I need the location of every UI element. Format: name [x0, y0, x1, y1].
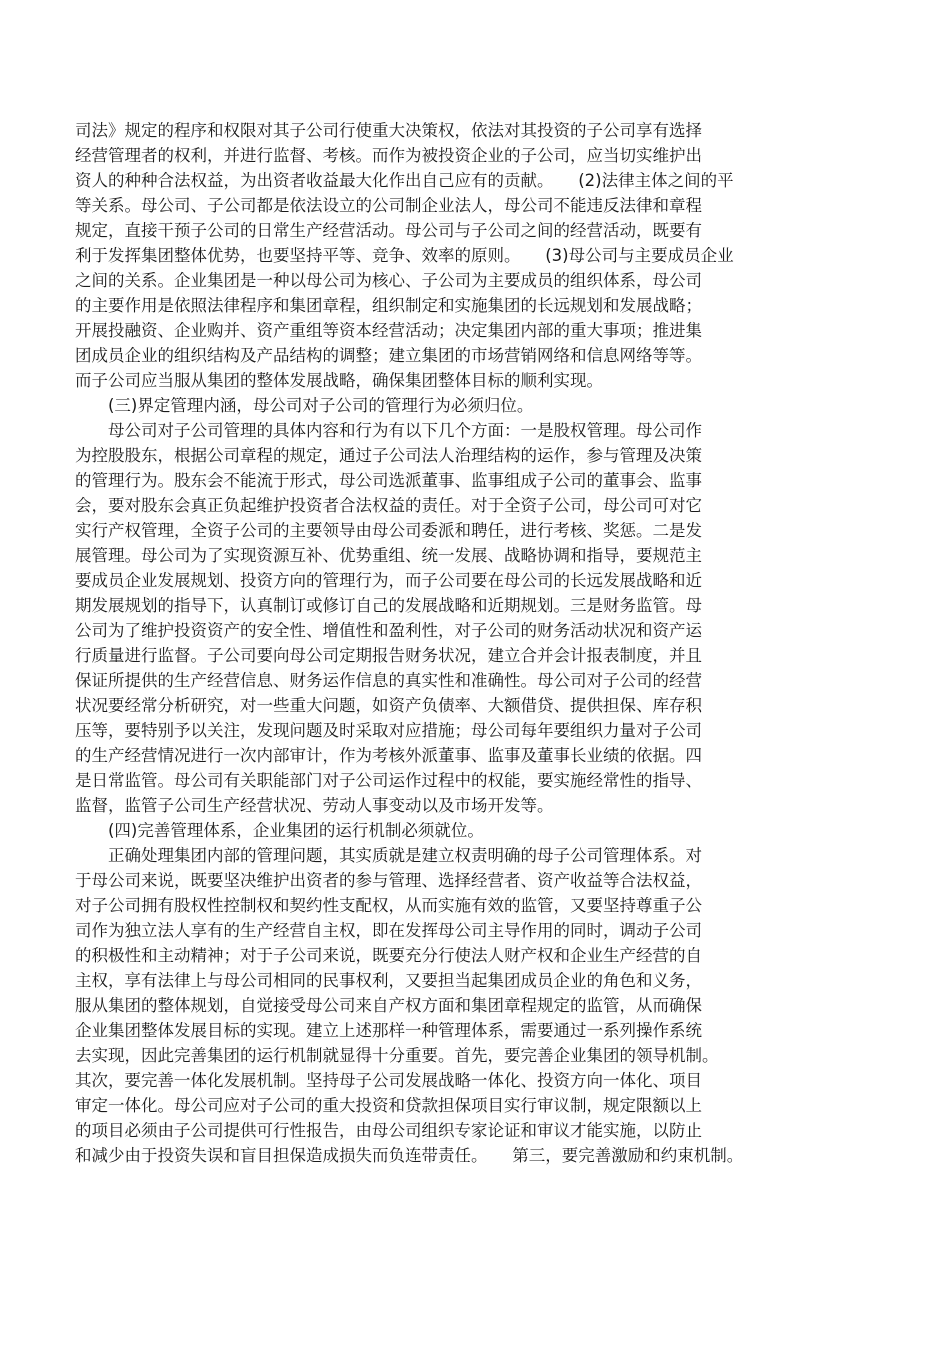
text-line: 于母公司来说，既要坚决维护出资者的参与管理、选择经营者、资产收益等合法权益，	[75, 871, 702, 890]
text-line: 服从集团的整体规划，自觉接受母公司来自产权方面和集团章程规定的监管，从而确保	[75, 996, 702, 1015]
text-line: 而子公司应当服从集团的整体发展战略，确保集团整体目标的顺利实现。	[75, 371, 603, 390]
text-line: 其次，要完善一体化发展机制。坚持母子公司发展战略一体化、投资方向一体化、项目	[75, 1071, 702, 1090]
text-line: 母公司对子公司管理的具体内容和行为有以下几个方面：一是股权管理。母公司作	[75, 421, 702, 440]
text-line: 经营管理者的权利，并进行监督、考核。而作为被投资企业的子公司，应当切实维护出	[75, 146, 702, 165]
text-line: 主权，享有法律上与母公司相同的民事权利，又要担当起集团成员企业的角色和义务，	[75, 971, 702, 990]
text-line: 的积极性和主动精神；对于子公司来说，既要充分行使法人财产权和企业生产经营的自	[75, 946, 702, 965]
text-line: 保证所提供的生产经营信息、财务运作信息的真实性和准确性。母公司对子公司的经营	[75, 671, 702, 690]
section-heading: (四)完善管理体系，企业集团的运行机制必须就位。	[75, 821, 484, 840]
text-line: 的主要作用是依照法律程序和集团章程，组织制定和实施集团的长远规划和发展战略；	[75, 296, 702, 315]
text-line: 为控股股东，根据公司章程的规定，通过子公司法人治理结构的运作，参与管理及决策	[75, 446, 702, 465]
text-line: 行质量进行监督。子公司要向母公司定期报告财务状况，建立合并会计报表制度，并且	[75, 646, 702, 665]
text-line: 和减少由于投资失误和盲目担保造成损失而负连带责任。 第三，要完善激励和约束机制。	[75, 1146, 744, 1165]
text-line: 司法》规定的程序和权限对其子公司行使重大决策权，依法对其投资的子公司享有选择	[75, 121, 702, 140]
text-line: 状况要经常分析研究，对一些重大问题，如资产负债率、大额借贷、提供担保、库存积	[75, 696, 702, 715]
text-line: 期发展规划的指导下，认真制订或修订自己的发展战略和近期规划。三是财务监管。母	[75, 596, 702, 615]
text-line: 会，要对股东会真正负起维护投资者合法权益的责任。对于全资子公司，母公司可对它	[75, 496, 702, 515]
section-heading: (三)界定管理内涵，母公司对子公司的管理行为必须归位。	[75, 396, 534, 415]
text-line: 企业集团整体发展目标的实现。建立上述那样一种管理体系，需要通过一系列操作系统	[75, 1021, 702, 1040]
text-line: 去实现，因此完善集团的运行机制就显得十分重要。首先，要完善企业集团的领导机制。	[75, 1046, 719, 1065]
text-line: 的管理行为。股东会不能流于形式，母公司选派董事、监事组成子公司的董事会、监事	[75, 471, 702, 490]
text-line: 团成员企业的组织结构及产品结构的调整；建立集团的市场营销网络和信息网络等等。	[75, 346, 702, 365]
text-line: 利于发挥集团整体优势，也要坚持平等、竞争、效率的原则。 (3)母公司与主要成员企业	[75, 246, 734, 265]
text-line: 规定，直接干预子公司的日常生产经营活动。母公司与子公司之间的经营活动，既要有	[75, 221, 702, 240]
text-line: 等关系。母公司、子公司都是依法设立的公司制企业法人，母公司不能违反法律和章程	[75, 196, 702, 215]
text-line: 之间的关系。企业集团是一种以母公司为核心、子公司为主要成员的组织体系，母公司	[75, 271, 702, 290]
text-line: 的生产经营情况进行一次内部审计，作为考核外派董事、监事及董事长业绩的依据。四	[75, 746, 702, 765]
text-line: 开展投融资、企业购并、资产重组等资本经营活动；决定集团内部的重大事项；推进集	[75, 321, 702, 340]
text-line: 对子公司拥有股权性控制权和契约性支配权，从而实施有效的监管，又要坚持尊重子公	[75, 896, 702, 915]
text-line: 审定一体化。母公司应对子公司的重大投资和贷款担保项目实行审议制，规定限额以上	[75, 1096, 702, 1115]
text-line: 资人的种种合法权益，为出资者收益最大化作出自己应有的贡献。 (2)法律主体之间的平	[75, 171, 734, 190]
text-line: 司作为独立法人享有的生产经营自主权，即在发挥母公司主导作用的同时，调动子公司	[75, 921, 702, 940]
text-line: 监督，监管子公司生产经营状况、劳动人事变动以及市场开发等。	[75, 796, 554, 815]
text-line: 要成员企业发展规划、投资方向的管理行为，而子公司要在母公司的长远发展战略和近	[75, 571, 702, 590]
text-line: 的项目必须由子公司提供可行性报告，由母公司组织专家论证和审议才能实施，以防止	[75, 1121, 702, 1140]
text-line: 正确处理集团内部的管理问题，其实质就是建立权责明确的母子公司管理体系。对	[75, 846, 702, 865]
text-line: 展管理。母公司为了实现资源互补、优势重组、统一发展、战略协调和指导，要规范主	[75, 546, 702, 565]
text-line: 压等，要特别予以关注，发现问题及时采取对应措施；母公司每年要组织力量对子公司	[75, 721, 702, 740]
text-line: 是日常监管。母公司有关职能部门对子公司运作过程中的权能，要实施经常性的指导、	[75, 771, 702, 790]
text-line: 公司为了维护投资资产的安全性、增值性和盈利性，对子公司的财务活动状况和资产运	[75, 621, 702, 640]
text-line: 实行产权管理，全资子公司的主要领导由母公司委派和聘任，进行考核、奖惩。二是发	[75, 521, 702, 540]
